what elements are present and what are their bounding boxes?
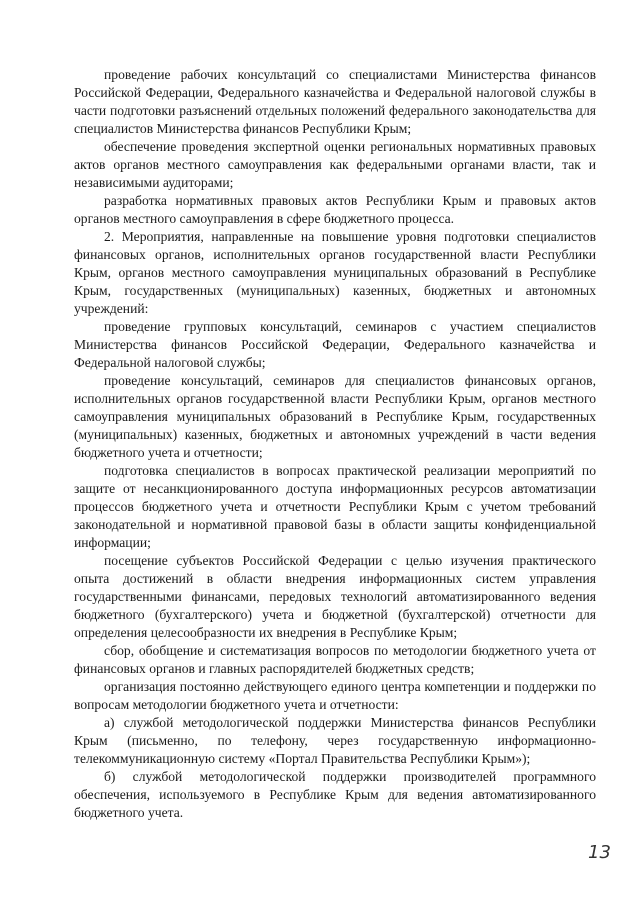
paragraph: организация постоянно действующего единого центра компетенции и поддержки по вопросам методологии бюджетного учета и отчетности: — [74, 679, 596, 712]
paragraph: б) службой методологической поддержки производителей программного обеспечения, используемого в Республике Крым для ведения автоматизированного бюджетного учета. — [74, 769, 596, 820]
paragraph: сбор, обобщение и систематизация вопросов по методологии бюджетного учета от финансовых органов и главных распорядителей бюджетных средств; — [74, 643, 596, 676]
paragraph: проведение консультаций, семинаров для специалистов финансовых органов, исполнительных органов государственной власти Республики Крым, органов местного самоуправления муниципальных образований в Республике Крым, государственных (муниципальных) казенных, бюджетных и автономных учреждений в части ведения бюджетного учета и отчетности; — [74, 373, 596, 460]
paragraph: проведение групповых консультаций, семинаров с участием специалистов Министерства финансов Российской Федерации, Федерального казначейства и Федеральной налоговой службы; — [74, 319, 596, 370]
document-body — [74, 66, 596, 822]
page-number: 13 — [588, 842, 611, 863]
paragraph: обеспечение проведения экспертной оценки региональных нормативных правовых актов органов местного самоуправления как федеральными органами власти, так и независимыми аудиторами; — [74, 139, 596, 190]
paragraph: посещение субъектов Российской Федерации с целью изучения практического опыта достижений в области внедрения информационных систем управления государственными финансами, передовых технологий автоматизированного ведения бюджетного (бухгалтерского) учета и бюджетной (бухгалтерской) отчетности для определения целесообразности их внедрения в Республике Крым; — [74, 553, 596, 640]
paragraph: а) службой методологической поддержки Министерства финансов Республики Крым (письменно, по телефону, через государственную информационно-телекоммуникационную систему «Портал Правительства Республики Крым»); — [74, 715, 596, 766]
paragraph: 2. Мероприятия, направленные на повышение уровня подготовки специалистов финансовых органов, исполнительных органов государственной власти Республики Крым, органов местного самоуправления муниципальных образований в Республике Крым, государственных (муниципальных) казенных, бюджетных и автономных учреждений: — [74, 229, 596, 316]
paragraph: подготовка специалистов в вопросах практической реализации мероприятий по защите от несанкционированного доступа информационных ресурсов автоматизации процессов бюджетного учета и отчетности Республики Крым с учетом требований законодательной и нормативной правовой базы в области защиты конфиденциальной информации; — [74, 463, 596, 550]
paragraph: разработка нормативных правовых актов Республики Крым и правовых актов органов местного самоуправления в сфере бюджетного процесса. — [74, 193, 596, 226]
paragraph: проведение рабочих консультаций со специалистами Министерства финансов Российской Федерации, Федерального казначейства и Федеральной налоговой службы в части подготовки разъяснений отдельных положений федерального законодательства для специалистов Министерства финансов Республики Крым; — [74, 67, 596, 136]
